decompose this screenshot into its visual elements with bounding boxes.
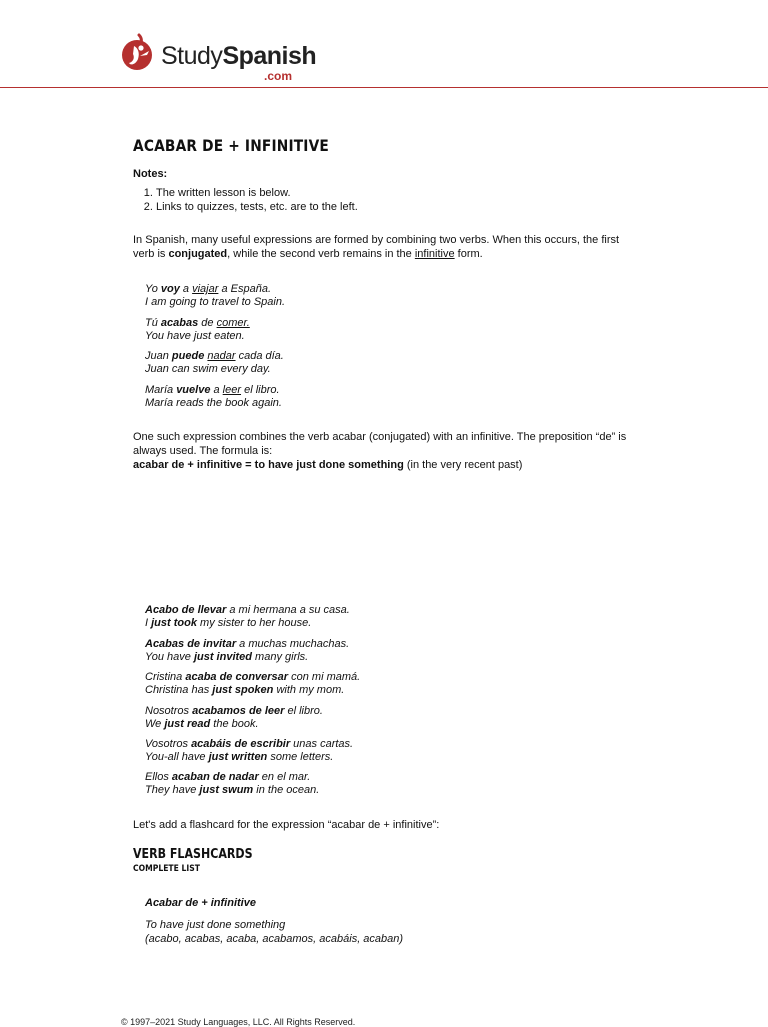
example-spanish: Vosotros acabáis de escribir unas cartas. xyxy=(145,738,354,750)
intro-text: form. xyxy=(454,248,483,260)
example-pair xyxy=(145,771,319,797)
example-pair xyxy=(145,738,353,764)
example-spanish: Tú acabas de comer. xyxy=(145,317,250,329)
example-spanish: Yo voy a viajar a España. xyxy=(145,283,271,295)
example-pair xyxy=(145,638,349,664)
example-spanish: Nosotros acabamos de leer el libro. xyxy=(145,705,323,717)
example-pair xyxy=(145,671,360,697)
formula-note: (in the very recent past) xyxy=(403,459,523,471)
complete-list-link[interactable]: COMPLETE LIST xyxy=(133,864,201,874)
example-english: María reads the book again. xyxy=(145,397,282,409)
logo-wordmark xyxy=(161,43,316,69)
intro-paragraph xyxy=(133,233,633,261)
notes-list xyxy=(133,186,358,214)
example-english: Juan can swim every day. xyxy=(145,363,271,375)
page-title: ACABAR DE + INFINITIVE xyxy=(133,136,329,155)
footer-copyright: © 1997–2021 Study Languages, LLC. All Rights Reserved. xyxy=(121,1017,356,1027)
formula: acabar de + infinitive = to have just done something xyxy=(133,459,404,471)
example-english: We just read the book. xyxy=(145,718,259,730)
flashcard-intro: Let's add a flashcard for the expression “acabar de + infinitive”: xyxy=(133,819,440,831)
example-spanish: Cristina acaba de conversar con mi mamá. xyxy=(145,671,361,683)
example-spanish: Acabas de invitar a muchas muchachas. xyxy=(145,638,350,650)
example-pair xyxy=(145,350,284,376)
red-flamenco-dancer-icon xyxy=(120,32,156,72)
flashcard-forms: (acabo, acabas, acaba, acabamos, acabáis, acaban) xyxy=(145,933,404,945)
example-english: You have just eaten. xyxy=(145,330,245,342)
example-pair xyxy=(145,317,250,343)
expression-paragraph xyxy=(133,430,633,472)
example-english: You-all have just written some letters. xyxy=(145,751,334,763)
flashcard-meaning: To have just done something xyxy=(145,919,286,931)
example-spanish: María vuelve a leer el libro. xyxy=(145,384,280,396)
example-english: Christina has just spoken with my mom. xyxy=(145,684,345,696)
example-english: You have just invited many girls. xyxy=(145,651,309,663)
note-item: 2. Links to quizzes, tests, etc. are to the left. xyxy=(156,200,358,214)
example-pair xyxy=(145,705,323,731)
example-pair xyxy=(145,283,285,309)
example-english: I am going to travel to Spain. xyxy=(145,296,286,308)
intro-text: , while the second verb remains in the xyxy=(227,248,415,260)
example-english: They have just swum in the ocean. xyxy=(145,784,320,796)
expression-text: One such expression combines the verb acabar (conjugated) with an infinitive. The preposition “de” is always used. The formula is: xyxy=(133,431,627,457)
example-pair xyxy=(145,604,350,630)
intro-text: In Spanish, many useful expressions are formed by combining two verbs. When this occurs, the first verb is xyxy=(133,234,620,260)
term-infinitive: infinitive xyxy=(414,248,455,260)
flashcards-heading: VERB FLASHCARDS xyxy=(133,847,253,862)
note-item: 1. The written lesson is below. xyxy=(156,186,358,200)
logo-com: .com xyxy=(264,69,293,83)
example-english: I just took my sister to her house. xyxy=(145,617,312,629)
flashcard-definition xyxy=(145,918,403,946)
term-conjugated: conjugated xyxy=(168,248,228,260)
example-pair xyxy=(145,384,282,410)
example-spanish: Ellos acaban de nadar en el mar. xyxy=(145,771,311,783)
logo-spanish: Spanish xyxy=(222,42,317,70)
header-divider xyxy=(0,87,768,88)
example-spanish: Acabo de llevar a mi hermana a su casa. xyxy=(145,604,350,616)
site-header xyxy=(0,0,768,88)
logo-study: Study xyxy=(161,42,223,70)
flashcard-term: Acabar de + infinitive xyxy=(145,897,256,909)
example-spanish: Juan puede nadar cada día. xyxy=(145,350,284,362)
notes-label: Notes: xyxy=(133,168,168,180)
